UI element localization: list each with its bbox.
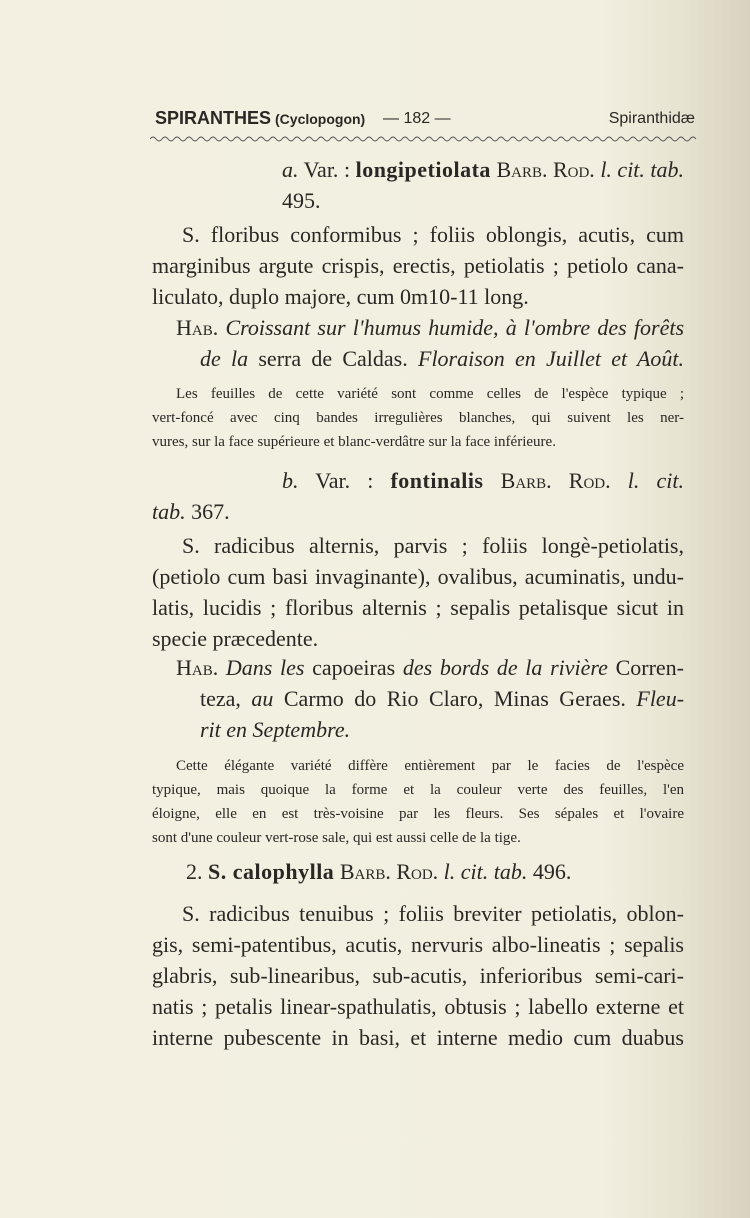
header-genus: SPIRANTHES (Cyclopogon) [155, 108, 366, 128]
variety-name: longipetiolata [355, 157, 491, 182]
variety-a-note: Les feuilles de cette variété sont comme celles de l'espèce typique ; vert-foncé avec cinq bandes irregulières blanches, qui suivent les ner- vures, sur la face supérieure et blanc-verdâtre sur la face inférieure. [152, 386, 684, 450]
plate-number: 496. [532, 859, 572, 884]
species-name: S. calophylla [208, 859, 335, 884]
decorative-wavy-rule [150, 134, 698, 144]
author-citation: Barb. Rod. [339, 859, 439, 884]
habitat-label: Hab. [176, 655, 219, 680]
plate-number: 495. [282, 188, 321, 213]
variety-a-habitat: Hab. Croissant sur l'humus humide, à l'ombre des forêts de la serra de Caldas. Floraison en Juillet et Août. [176, 315, 685, 371]
variety-name: fontinalis [390, 468, 484, 493]
header-section: (Cyclopogon) [275, 111, 366, 127]
author-citation: Barb. Rod. [496, 157, 595, 182]
author-citation: Barb. Rod. [500, 468, 611, 493]
variety-a-description: S. floribus conformibus ; foliis oblongis, acutis, cum marginibus argute crispis, erectis, petiolatis ; petiolo cana- liculato, duplo majore, cum 0m10-11 long. [152, 222, 684, 309]
variety-b-note: Cette élégante variété diffère entièrement par le facies de l'espèce typique, mais quoique la forme et la couleur verte des feuilles, l'en éloigne, elle en est très-voisine par les fleurs. Ses sépales et l'ovaire sont d'une couleur vert-rose sale, qui est aussi celle de la tige. [152, 758, 684, 846]
variety-b-habitat: Hab. Dans les capoeiras des bords de la rivière Corren- teza, au Carmo do Rio Claro, Minas Geraes. Fleu- rit en Septembre. [176, 655, 685, 742]
plate-number: 367. [191, 499, 230, 524]
running-header [155, 108, 695, 134]
page-number: — 182 — [383, 110, 451, 127]
species-2-heading: 2. S. calophylla Barb. Rod. l. cit. tab. 496. [186, 859, 572, 884]
header-tribe: Spiranthidæ [608, 110, 695, 127]
variety-b-description: S. radicibus alternis, parvis ; foliis longè-petiolatis, (petiolo cum basi invaginante), ovalibus, acuminatis, undu- latis, lucidis ; floribus alternis ; sepalis petalisque sicut in specie præcedente. [152, 533, 684, 651]
variety-b-heading: b. Var. : fontinalis Barb. Rod. l. cit. tab. 367. [152, 468, 685, 524]
variety-a-heading: a. Var. : longipetiolata Barb. Rod. l. cit. tab. 495. [282, 157, 685, 213]
habitat-label: Hab. [176, 315, 219, 340]
species-2-description: S. radicibus tenuibus ; foliis breviter petiolatis, oblon- gis, semi-patentibus, acutis, nervuris albo-lineatis ; sepalis glabris, sub-linearibus, sub-acutis, inferioribus semi-cari- natis ; petalis linear-spathulatis, obtusis ; labello externe et interne pubescente in basi, et interne medio cum duabus [152, 901, 684, 1050]
